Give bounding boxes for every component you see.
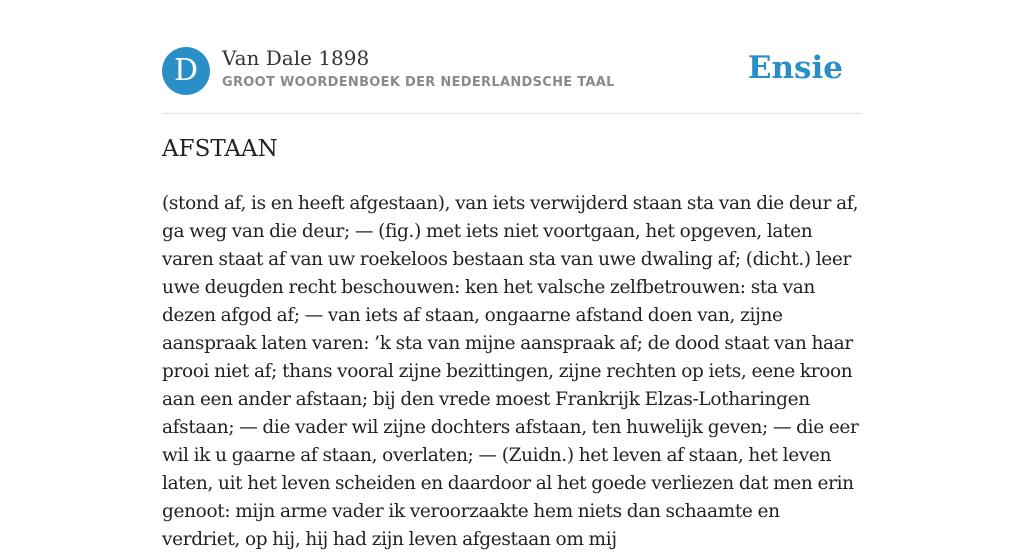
source-subtitle: GROOT WOORDENBOEK DER NEDERLANDSCHE TAAL [222,75,615,90]
entry-headword: AFSTAAN [162,136,278,162]
source-avatar[interactable]: D [162,47,210,95]
source-header [162,46,862,96]
ensie-logo[interactable]: Ensie [747,50,843,86]
source-title[interactable]: Van Dale 1898 [222,46,370,70]
header-divider [162,113,862,114]
entry-definition: (stond af, is en heeft afgestaan), van iets verwijderd staan sta van die deur af, ga weg van die deur; — (fig.) met iets niet voortgaan, het opgeven, laten varen staat af van uw roekeloos bestaan sta van uwe dwaling af; (dicht.) leer uwe deugden recht beschouwen: ken het valsche zelfbetrouwen: sta van dezen afgod af; — van iets af staan, ongaarne afstand doen van, zijne aanspraak laten varen: ’k sta van mijne aanspraak af; de dood staat van haar prooi niet af; thans vooral zijne bezittingen, zijne rechten op iets, eene kroon aan een ander afstaan; bij den vrede moest Frankrijk Elzas-Lotharingen afstaan; — die vader wil zijne dochters afstaan, ten huwelijk geven; — die eer wil ik u gaarne af staan, overlaten; — (Zuidn.) het leven af staan, het leven laten, uit het leven scheiden en daardoor al het goede verliezen dat men erin genoot: mijn arme vader ik veroorzaakte hem niets dan schaamte en verdriet, op hij, hij had zijn leven afgestaan om mij [162,193,859,550]
